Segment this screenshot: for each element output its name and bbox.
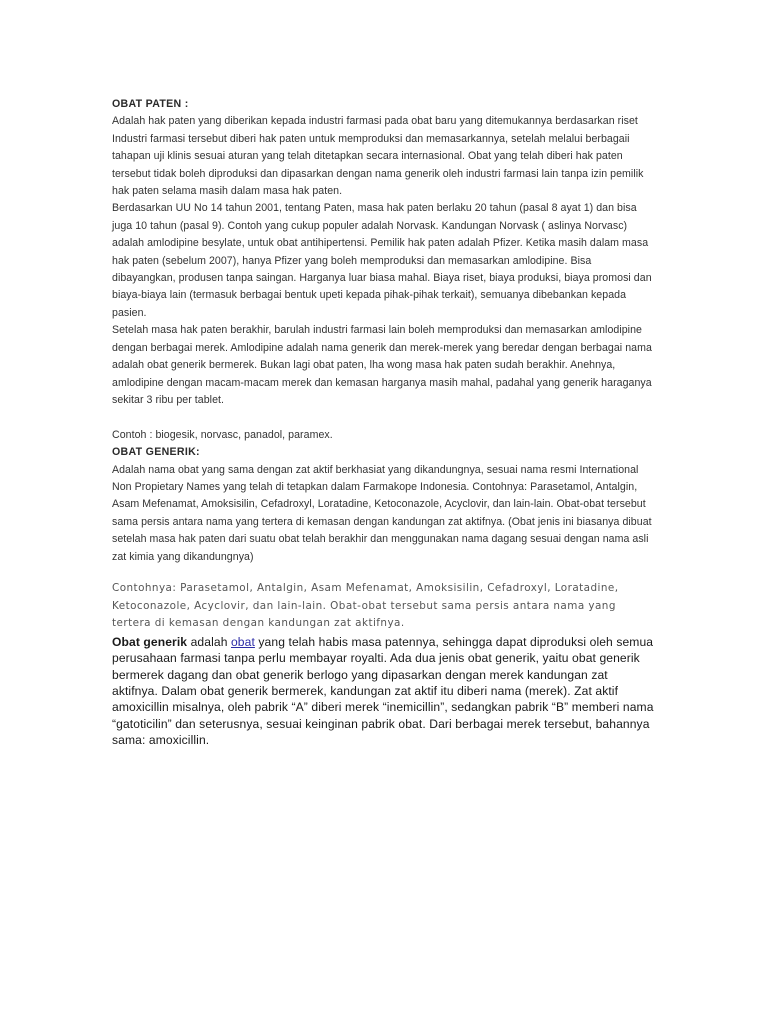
definisi-paragraph (112, 634, 657, 748)
obat-paten-paragraph-3: Setelah masa hak paten berakhir, barulah industri farmasi lain boleh memproduksi dan memasarkan amlodipine dengan berbagai merek. Amlodipine adalah nama generik dan merek-merek yang beredar dengan berbagai nama adalah obat generik bermerek. Bukan lagi obat paten, lha wong masa hak paten sudah berakhir. Anehnya, amlodipine dengan macam-macam merek dan kemasan harganya masih mahal, padahal yang generik haraganya sekitar 3 ribu per tablet. (112, 324, 652, 406)
obat-paten-section (112, 96, 657, 566)
obat-generik-paragraph-1: Adalah nama obat yang sama dengan zat aktif berkhasiat yang dikandungnya, sesuai nama resmi International Non Propietary Names yang telah di tetapkan dalam Farmakope Indonesia. Contohnya: Parasetamol, Antalgin, Asam Mefenamat, Amoksisilin, Cefadroxyl, Loratadine, Ketoconazole, Acyclovir, dan lain-lain. Obat-obat tersebut sama persis antara nama yang tertera di kemasan dengan kandungan zat aktifnya. (Obat jenis ini biasanya dibuat setelah masa hak paten dari suatu obat telah berakhir dan menggunakan nama dagang sesuai dengan nama asli zat kimia yang dikandungnya) (112, 463, 652, 563)
obat-link[interactable]: obat (230, 635, 255, 650)
definisi-text-after-link: yang telah habis masa patennya, sehingga dapat diproduksi oleh semua perusahaan farmasi tanpa perlu membayar royalti. Ada dua jenis obat generik, yaitu obat generik bermerek dagang dan obat generik berlogo yang dipasarkan dengan merek kandungan zat aktifnya. Dalam obat generik bermerek, kandungan zat aktif itu diberi nama (merek). Zat aktif amoxicillin misalnya, oleh pabrik “A” diberi merek “inemicillin”, sedangkan pabrik “B” memberi nama “gatoticilin” dan seterusnya, sesuai keinginan pabrik obat. Dari berbagai merek tersebut, bahannya sama: amoxicillin. (112, 635, 654, 747)
obat-paten-paragraph-2: Berdasarkan UU No 14 tahun 2001, tentang Paten, masa hak paten berlaku 20 tahun (pasal 8 ayat 1) dan bisa juga 10 tahun (pasal 9). Contoh yang cukup populer adalah Norvask. Kandungan Norvask ( aslinya Norvasc) adalah amlodipine besylate, untuk obat antihipertensi. Pemilik hak paten adalah Pfizer. Ketika masih dalam masa hak paten (sebelum 2007), hanya Pfizer yang boleh memproduksi dan memasarkan amlodipine. Bisa dibayangkan, produsen tanpa saingan. Harganya luar biasa mahal. Biaya riset, biaya produksi, biaya promosi dan biaya-biaya lain (termasuk berbagai bentuk upeti kepada pihak-pihak terkait), semuanya dibebankan kepada pasien. (112, 202, 652, 319)
obat-paten-heading: OBAT PATEN : (112, 98, 189, 110)
obat-paten-contoh: Contoh : biogesik, norvasc, panadol, paramex. (112, 428, 333, 441)
obat-paten-paragraph-1: Adalah hak paten yang diberikan kepada industri farmasi pada obat baru yang ditemukannya berdasarkan riset Industri farmasi tersebut diberi hak paten untuk memproduksi dan memasarkannya, setelah melalui berbagaii tahapan uji klinis sesuai aturan yang telah ditetapkan secara internasional. Obat yang telah diberi hak paten tersebut tidak boleh diproduksi dan dipasarkan dengan nama generik oleh industri farmasi lain tanpa izin pemilik hak paten selama masih dalam masa hak paten. (112, 115, 644, 198)
blank-line (112, 409, 657, 426)
document-page (112, 96, 657, 748)
definisi-term: Obat generik (112, 635, 188, 650)
contohnya-section (112, 580, 657, 633)
obat-generik-heading: OBAT GENERIK: (112, 446, 200, 459)
definisi-section (112, 634, 657, 748)
definisi-text-before-link: adalah (187, 635, 231, 650)
contohnya-paragraph: Contohnya: Parasetamol, Antalgin, Asam Mefenamat, Amoksisilin, Cefadroxyl, Loratadine, Ketoconazole, Acyclovir, dan lain-lain. Obat-obat tersebut sama persis antara nama yang tertera di kemasan dengan kandungan zat aktifnya. (112, 581, 619, 630)
